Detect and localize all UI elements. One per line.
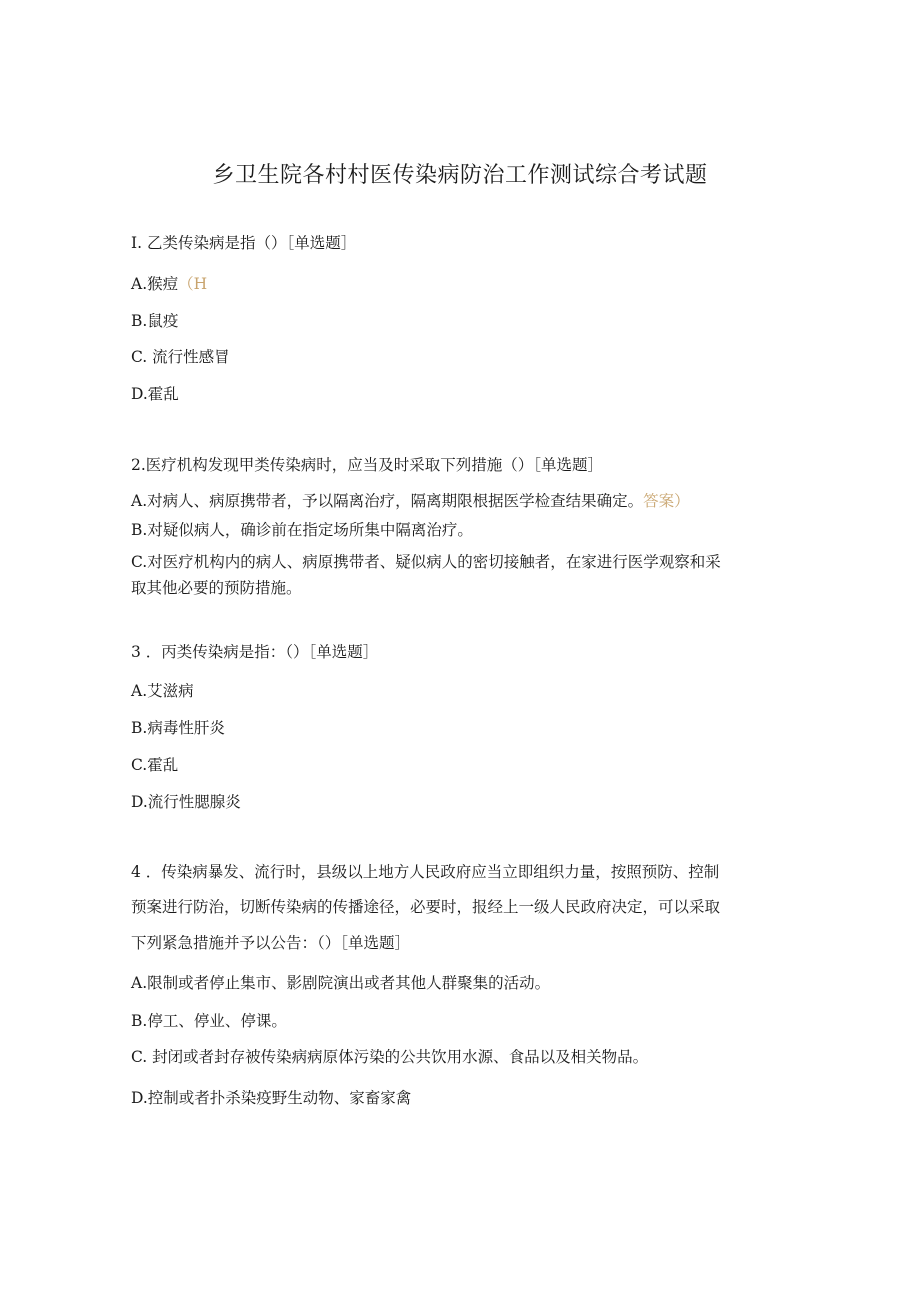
option-text: A.对病人、病原携带者，予以隔离治疗，隔离期限根据医学检查结果确定。: [131, 492, 644, 510]
question-4-option-c: C. 封闭或者封存被传染病病原体污染的公共饮用水源、食品以及相关物品。: [131, 1048, 649, 1066]
question-3-option-b: B.病毒性肝炎: [131, 719, 225, 737]
question-4-option-a: A.限制或者停止集市、影剧院演出或者其他人群聚集的活动。: [131, 974, 551, 992]
question-2-stem: 2.医疗机构发现甲类传染病时，应当及时采取下列措施（）［单选题］: [131, 456, 604, 474]
question-4-stem-line-3: 下列紧急措施并予以公告：（）［单选题］: [131, 934, 411, 952]
question-1-option-d: D.霍乱: [131, 385, 179, 403]
answer-tag: 答案）: [643, 492, 690, 510]
question-1-option-a: [131, 272, 207, 294]
question-4-option-b: B.停工、停业、停课。: [131, 1012, 287, 1030]
question-4-stem-line-2: 预案进行防治，切断传染病的传播途径，必要时，报经上一级人民政府决定，可以采取: [131, 898, 721, 916]
question-1-option-b: B.鼠疫: [131, 312, 179, 330]
page-title: 乡卫生院各村村医传染病防治工作测试综合考试题: [212, 163, 708, 188]
question-3-option-a: A.艾滋病: [131, 682, 194, 700]
question-3-option-d: D.流行性腮腺炎: [131, 793, 241, 811]
question-1-stem: I. 乙类传染病是指（）［单选题］: [131, 234, 357, 252]
question-2-option-c-line-2: 取其他必要的预防措施。: [131, 579, 302, 597]
question-2-option-b: B.对疑似病人，确诊前在指定场所集中隔离治疗。: [131, 521, 473, 539]
option-text: A.猴痘: [131, 275, 179, 293]
question-4-option-d: D.控制或者扑杀染疫野生动物、家畜家禽: [131, 1089, 412, 1107]
question-4-stem-line-1: 4 ．传染病暴发、流行时，县级以上地方人民政府应当立即组织力量，按照预防、控制: [131, 863, 720, 881]
question-1-option-c: C. 流行性感冒: [131, 348, 230, 366]
answer-tag: （H: [178, 275, 208, 293]
question-2-option-c-line-1: C.对医疗机构内的病人、病原携带者、疑似病人的密切接触者，在家进行医学观察和采: [131, 553, 721, 571]
question-2-option-a: [131, 489, 690, 511]
question-3-option-c: C.霍乱: [131, 756, 179, 774]
question-3-stem: 3 ．丙类传染病是指：（）［单选题］: [131, 643, 379, 661]
